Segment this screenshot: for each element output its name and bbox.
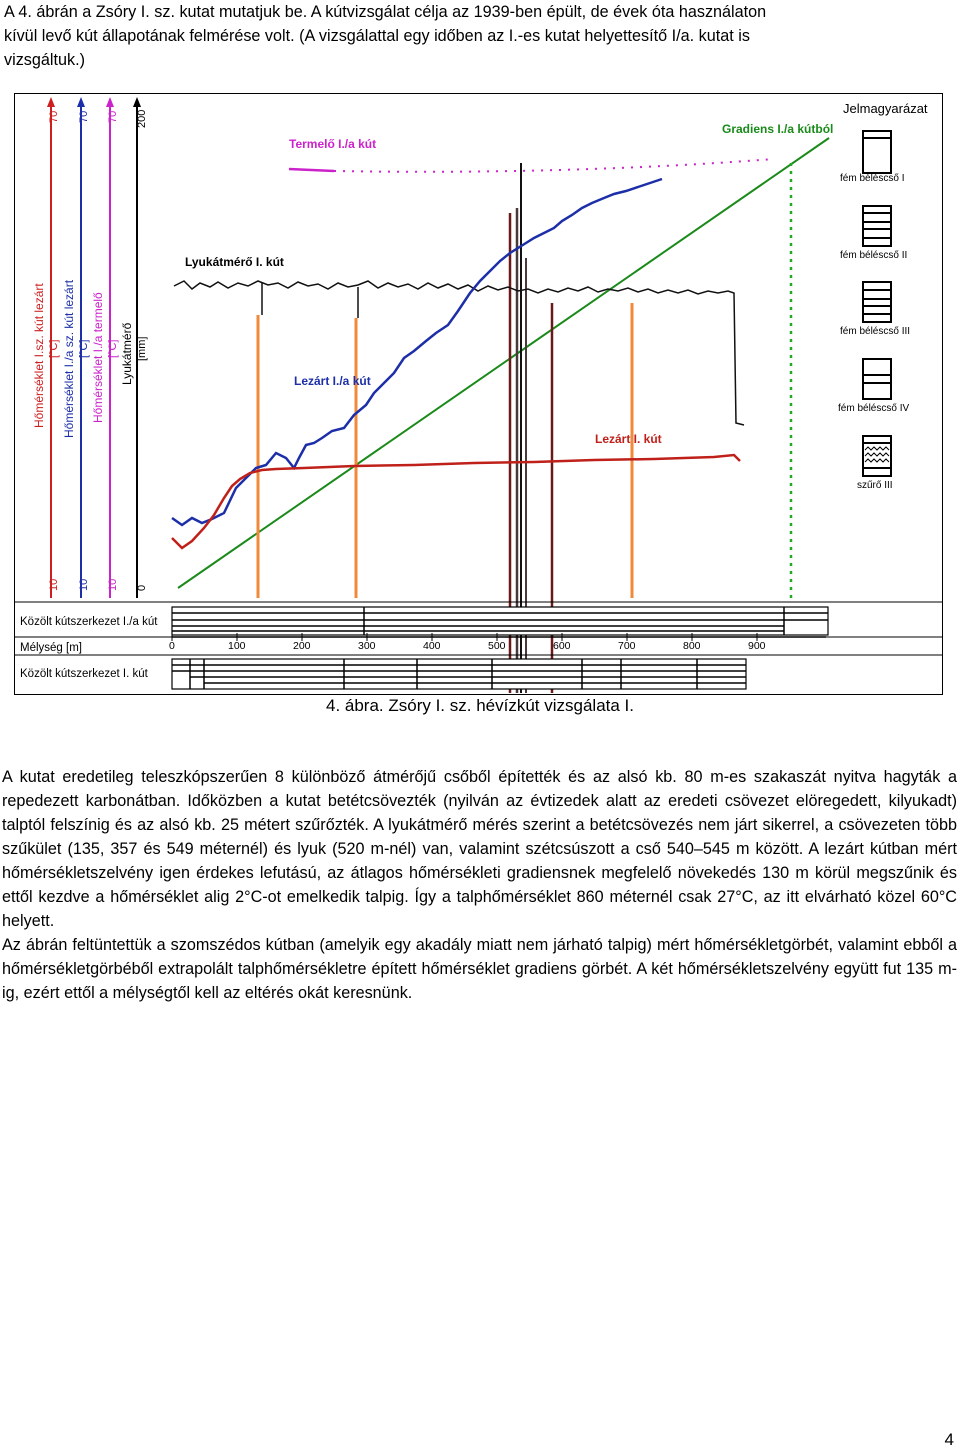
legend-icon-screen-iii — [863, 436, 891, 476]
axis-top-value: 70 — [107, 110, 119, 123]
body-text — [2, 765, 957, 1005]
depth-tick-label: 900 — [748, 640, 766, 652]
depth-tick-label: 700 — [618, 640, 636, 652]
legend-label: fém béléscső III — [840, 326, 911, 337]
well-log-figure — [14, 93, 943, 695]
paragraph: Az ábrán feltüntettük a szomszédos kútban (amelyik egy akadály miatt nem járható talpig) mért hőmérsékletgörbét, valamint ebből a hőmérsékletgörbéből extrapolált talphőmérsékletre épített hőmérséklet gradiens görbét. A két hőmérsékletszelvény együtt fut 135 m-ig, ezért ettől a mélységtől kell az eltérés okát keresnünk. — [2, 936, 957, 1002]
axis-title: Lyukátmérő — [120, 322, 134, 385]
label-gradiens: Gradiens I./a kútból — [722, 122, 834, 136]
depth-tick-label: 300 — [358, 640, 376, 652]
paragraph: A kutat eredetileg teleszkópszerűen 8 különböző átmérőjű csőből építették és az alsó kb. 80 m-es szakaszát nyitva hagyták a repedezett karbonátban. Időközben a kutat betétcsövezték (nyilván az évtizedek alatt az eredeti csövezet elöregedett, kilyukadt) talptól felszínig és az alsó kb. 25 métert szűrőzték. A lyukátmérő mérés szerint a betétcsövezés nem járt sikerrel, a csövezeten több szűkület (135, 357 és 549 méternél) és lyuk (520 m-nél) van, valamint szétcsúszott a cső 540–545 m között. A lezárt kútban mért hőmérsékletszelvény igen érdekes lefutású, az átlagos hőmérsékleti gradiensnek megfelelő növekedés 130 m körül megszűnik és ettől kezdve a hőmérséklet alig 2°C-ot emelkedik talpig. Így a talphőmérséklet 860 méternél csak 27°C, az itt elvárható közel 60°C helyett. — [2, 768, 957, 930]
label-lezart-ia: Lezárt I./a kút — [294, 374, 371, 388]
legend-icon-casing-iv — [863, 359, 891, 399]
legend-label: szűrő III — [857, 480, 893, 491]
row-label-melyseg: Mélység [m] — [20, 642, 82, 654]
legend-icon-casing-iii — [863, 282, 891, 322]
axis-top-value: 70 — [48, 110, 60, 123]
depth-tick-label: 0 — [169, 640, 175, 652]
depth-tick-label: 200 — [293, 640, 311, 652]
legend-label: fém béléscső II — [840, 250, 908, 261]
axis-title: Hőmérséklet I./a termelő — [91, 292, 105, 423]
row-label-kutszerkezet-i: Közölt kútszerkezet I. kút — [20, 668, 148, 680]
legend-label: fém béléscső I — [840, 173, 905, 184]
page-number: 4 — [944, 1430, 954, 1449]
legend-title: Jelmagyarázat — [843, 101, 928, 116]
axis-bottom-value: 10 — [107, 578, 119, 591]
casing-strip-ia — [172, 607, 828, 635]
depth-tick-label: 800 — [683, 640, 701, 652]
axis-title: Hőmérséklet I./a sz. kút lezárt — [62, 279, 76, 438]
axis-top-value: 70 — [78, 110, 90, 123]
legend-icon-casing-ii — [863, 206, 891, 246]
legend-label: fém béléscső IV — [838, 403, 910, 414]
depth-tick-label: 400 — [423, 640, 441, 652]
axis-title: Hőmérséklet I.sz. kút lezárt — [32, 283, 46, 428]
axis-bottom-value: 10 — [48, 578, 60, 591]
axis-top-value: 200 — [136, 109, 148, 128]
axis-unit: [°C] — [48, 339, 60, 358]
depth-tick-label: 600 — [553, 640, 571, 652]
depth-tick-label: 100 — [228, 640, 246, 652]
intro-line: vizsgáltuk.) — [4, 51, 85, 69]
label-lyukatmero: Lyukátmérő I. kút — [185, 255, 284, 269]
casing-strip-i — [172, 659, 746, 689]
axis-unit: [°C] — [78, 339, 90, 358]
row-label-kutszerkezet-ia: Közölt kútszerkezet I./a kút — [20, 616, 158, 628]
axis-unit: [mm] — [136, 336, 148, 361]
label-lezart-i: Lezárt I. kút — [595, 432, 662, 446]
axis-bottom-value: 0 — [136, 584, 148, 591]
depth-tick-label: 500 — [488, 640, 506, 652]
label-termelo: Termelő I./a kút — [289, 137, 377, 151]
axis-unit: [°C] — [107, 339, 119, 358]
intro-line: kívül levő kút állapotának felmérése volt. (A vizsgálattal egy időben az I.-es kutat helyettesítő I/a. kutat is — [4, 27, 750, 45]
axis-bottom-value: 10 — [78, 578, 90, 591]
intro-line: A 4. ábrán a Zsóry I. sz. kutat mutatjuk be. A kútvizsgálat célja az 1939-ben épült, de évek óta használaton — [4, 3, 767, 21]
intro-text — [4, 0, 956, 72]
legend-icon-casing-i — [863, 131, 891, 173]
figure-caption: 4. ábra. Zsóry I. sz. hévízkút vizsgálata I. — [325, 696, 634, 715]
